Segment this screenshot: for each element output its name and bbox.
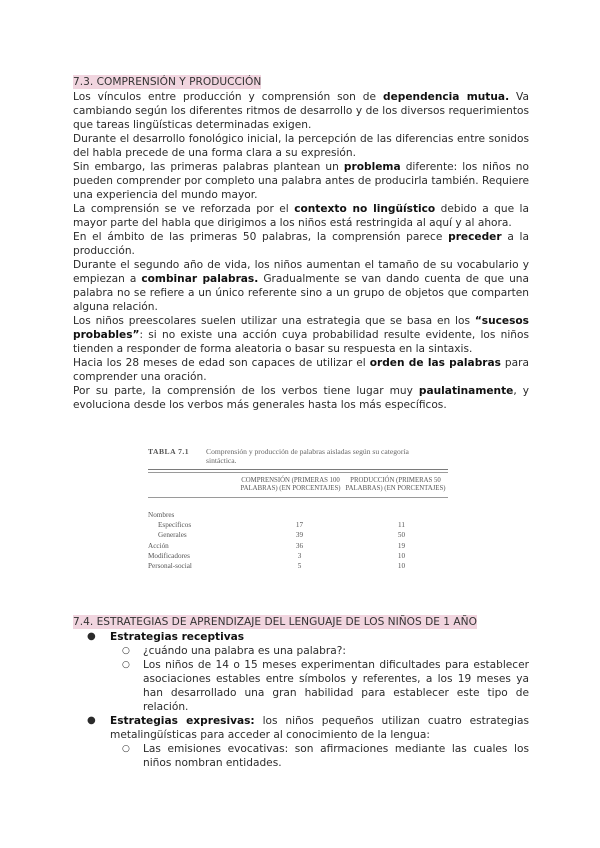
paragraph bbox=[73, 314, 529, 356]
text-run: Gradualmente se van dando cuenta de que una palabra no se refiere a un único referente sino a un grupo de objetos que comparten alguna relación. bbox=[73, 273, 529, 313]
bullet-icon: ● bbox=[87, 631, 96, 642]
paragraph bbox=[73, 258, 529, 314]
bold-run: contexto no lingüístico bbox=[294, 203, 436, 215]
cell-comprension: 3 bbox=[297, 551, 302, 560]
section-heading: 7.3. COMPRENSIÓN Y PRODUCCIÓN bbox=[73, 76, 262, 88]
row-label: Específicos bbox=[158, 521, 192, 530]
bullet-title: Estrategias receptivas bbox=[110, 631, 245, 643]
cell-comprension bbox=[238, 510, 343, 520]
table-caption bbox=[148, 447, 448, 465]
text-run: En el ámbito de las primeras 50 palabras, la comprensión parece bbox=[73, 231, 449, 243]
paragraph bbox=[73, 132, 529, 160]
list-item bbox=[73, 714, 529, 770]
sub-list bbox=[110, 644, 529, 714]
bold-run: combinar palabras. bbox=[141, 273, 259, 285]
text-run: , y evoluciona desde los verbos más generales hasta los más específicos. bbox=[73, 385, 529, 411]
row-label: Nombres bbox=[148, 511, 175, 519]
cell-produccion: 10 bbox=[397, 551, 406, 560]
text-run: Hacia los 28 meses de edad son capaces de utilizar el bbox=[73, 357, 370, 369]
text-run: debido a que la mayor parte del habla que dirigimos a los niños está restringida al aquí y al ahora. bbox=[73, 203, 529, 229]
bold-run: dependencia mutua. bbox=[383, 91, 510, 103]
sub-list-item bbox=[110, 644, 529, 658]
sub-item-text: Las emisiones evocativas: son afirmaciones mediante las cuales los niños nombran entidades. bbox=[143, 743, 529, 769]
section-heading: 7.4. ESTRATEGIAS DE APRENDIZAJE DEL LENGUAJE DE LOS NIÑOS DE 1 AÑO bbox=[73, 616, 477, 628]
column-header-produccion: PRODUCCIÓN (PRIMERAS 50 PALABRAS) (EN PORCENTAJES) bbox=[345, 477, 446, 492]
paragraph bbox=[73, 202, 529, 230]
text-run: Va cambiando según los diferentes ritmos de desarrollo y de los diversos requerimientos que tareas lingüísticas determinadas exigen. bbox=[73, 91, 529, 131]
paragraph bbox=[73, 90, 529, 132]
bold-run: problema bbox=[343, 161, 401, 173]
paragraph bbox=[73, 356, 529, 384]
table-row bbox=[148, 520, 448, 530]
bold-run: paulatinamente bbox=[418, 385, 514, 397]
sub-list-item bbox=[110, 658, 529, 714]
table-figure bbox=[148, 447, 448, 585]
text-run: La comprensión se ve reforzada por el bbox=[73, 203, 295, 215]
sub-item-text: Los niños de 14 o 15 meses experimentan dificultades para establecer asociaciones estables entre símbolos y referentes, a los 19 meses ya han desarrollado una gran habilidad para establecer este tipo de relación. bbox=[143, 659, 529, 713]
cell-produccion: 19 bbox=[397, 541, 406, 550]
table-row bbox=[148, 510, 448, 520]
cell-comprension: 39 bbox=[295, 531, 304, 540]
sub-item-text: ¿cuándo una palabra es una palabra?: bbox=[143, 645, 346, 657]
table-row bbox=[148, 541, 448, 551]
paragraph bbox=[73, 160, 529, 202]
text-run: Los niños preescolares suelen utilizar una estrategia que se basa en los bbox=[73, 315, 475, 327]
table-rule bbox=[148, 469, 448, 470]
circle-bullet-icon: ○ bbox=[122, 646, 130, 656]
section-7-3 bbox=[73, 70, 529, 412]
text-run: para comprender una oración. bbox=[73, 357, 529, 383]
bullet-icon: ● bbox=[87, 715, 96, 726]
circle-bullet-icon: ○ bbox=[122, 744, 130, 754]
circle-bullet-icon: ○ bbox=[122, 660, 130, 670]
cell-produccion: 10 bbox=[397, 562, 406, 571]
text-run: : si no existe una acción cuya probabilidad resulte evidente, los niños tienden a responder de forma aleatoria o basar su respuesta en la sintaxis. bbox=[73, 329, 529, 355]
table-body bbox=[148, 510, 448, 571]
cell-produccion: 50 bbox=[397, 531, 406, 540]
bold-run: orden de las palabras bbox=[369, 357, 501, 369]
row-label: Generales bbox=[158, 531, 187, 540]
table-rule bbox=[148, 472, 448, 473]
section-7-4 bbox=[73, 610, 529, 770]
text-run: Los vínculos entre producción y comprensión son de bbox=[73, 91, 383, 103]
cell-produccion: 11 bbox=[398, 521, 405, 530]
text-run: Sin embargo, las primeras palabras plantean un bbox=[73, 161, 344, 173]
cell-comprension: 17 bbox=[295, 521, 304, 530]
bold-run: preceder bbox=[448, 231, 502, 243]
cell-produccion bbox=[343, 510, 448, 520]
table-row bbox=[148, 530, 448, 540]
cell-comprension: 36 bbox=[295, 541, 304, 550]
cell-comprension: 5 bbox=[297, 562, 302, 571]
table-header bbox=[148, 477, 448, 493]
paragraph bbox=[73, 384, 529, 412]
bold-run: “sucesos probables” bbox=[73, 315, 529, 341]
table-label: TABLA 7.1 bbox=[148, 447, 190, 456]
table-title: Comprensión y producción de palabras aisladas según su categoría sintáctica. bbox=[206, 447, 409, 465]
bullet-text: los niños pequeños utilizan cuatro estrategias metalingüísticas para acceder al conocimiento de la lengua: bbox=[110, 715, 529, 741]
sub-list bbox=[110, 742, 529, 770]
table-rule bbox=[148, 497, 448, 498]
text-run: Durante el segundo año de vida, los niños aumentan el tamaño de su vocabulario y empiezan a bbox=[73, 259, 529, 285]
text-run: a la producción. bbox=[73, 231, 529, 257]
bullet-title: Estrategias expresivas: bbox=[110, 715, 255, 727]
text-run: Durante el desarrollo fonológico inicial, la percepción de las diferencias entre sonidos del habla precede de una forma clara a su expresión. bbox=[73, 133, 529, 159]
table-row bbox=[148, 551, 448, 561]
row-label: Modificadores bbox=[148, 551, 190, 560]
text-run: diferente: los niños no pueden comprender por completo una palabra antes de producirla también. Requiere una experiencia del mundo mayor. bbox=[73, 161, 529, 201]
row-label: Acción bbox=[148, 541, 169, 550]
text-run: Por su parte, la comprensión de los verbos tiene lugar muy bbox=[73, 385, 419, 397]
list-item bbox=[73, 630, 529, 714]
row-label: Personal-social bbox=[148, 562, 192, 571]
table-row bbox=[148, 561, 448, 571]
column-header-comprension: COMPRENSIÓN (PRIMERAS 100 PALABRAS) (EN PORCENTAJES) bbox=[240, 477, 341, 492]
bullet-list bbox=[73, 630, 529, 770]
sub-list-item bbox=[110, 742, 529, 770]
paragraph bbox=[73, 230, 529, 258]
